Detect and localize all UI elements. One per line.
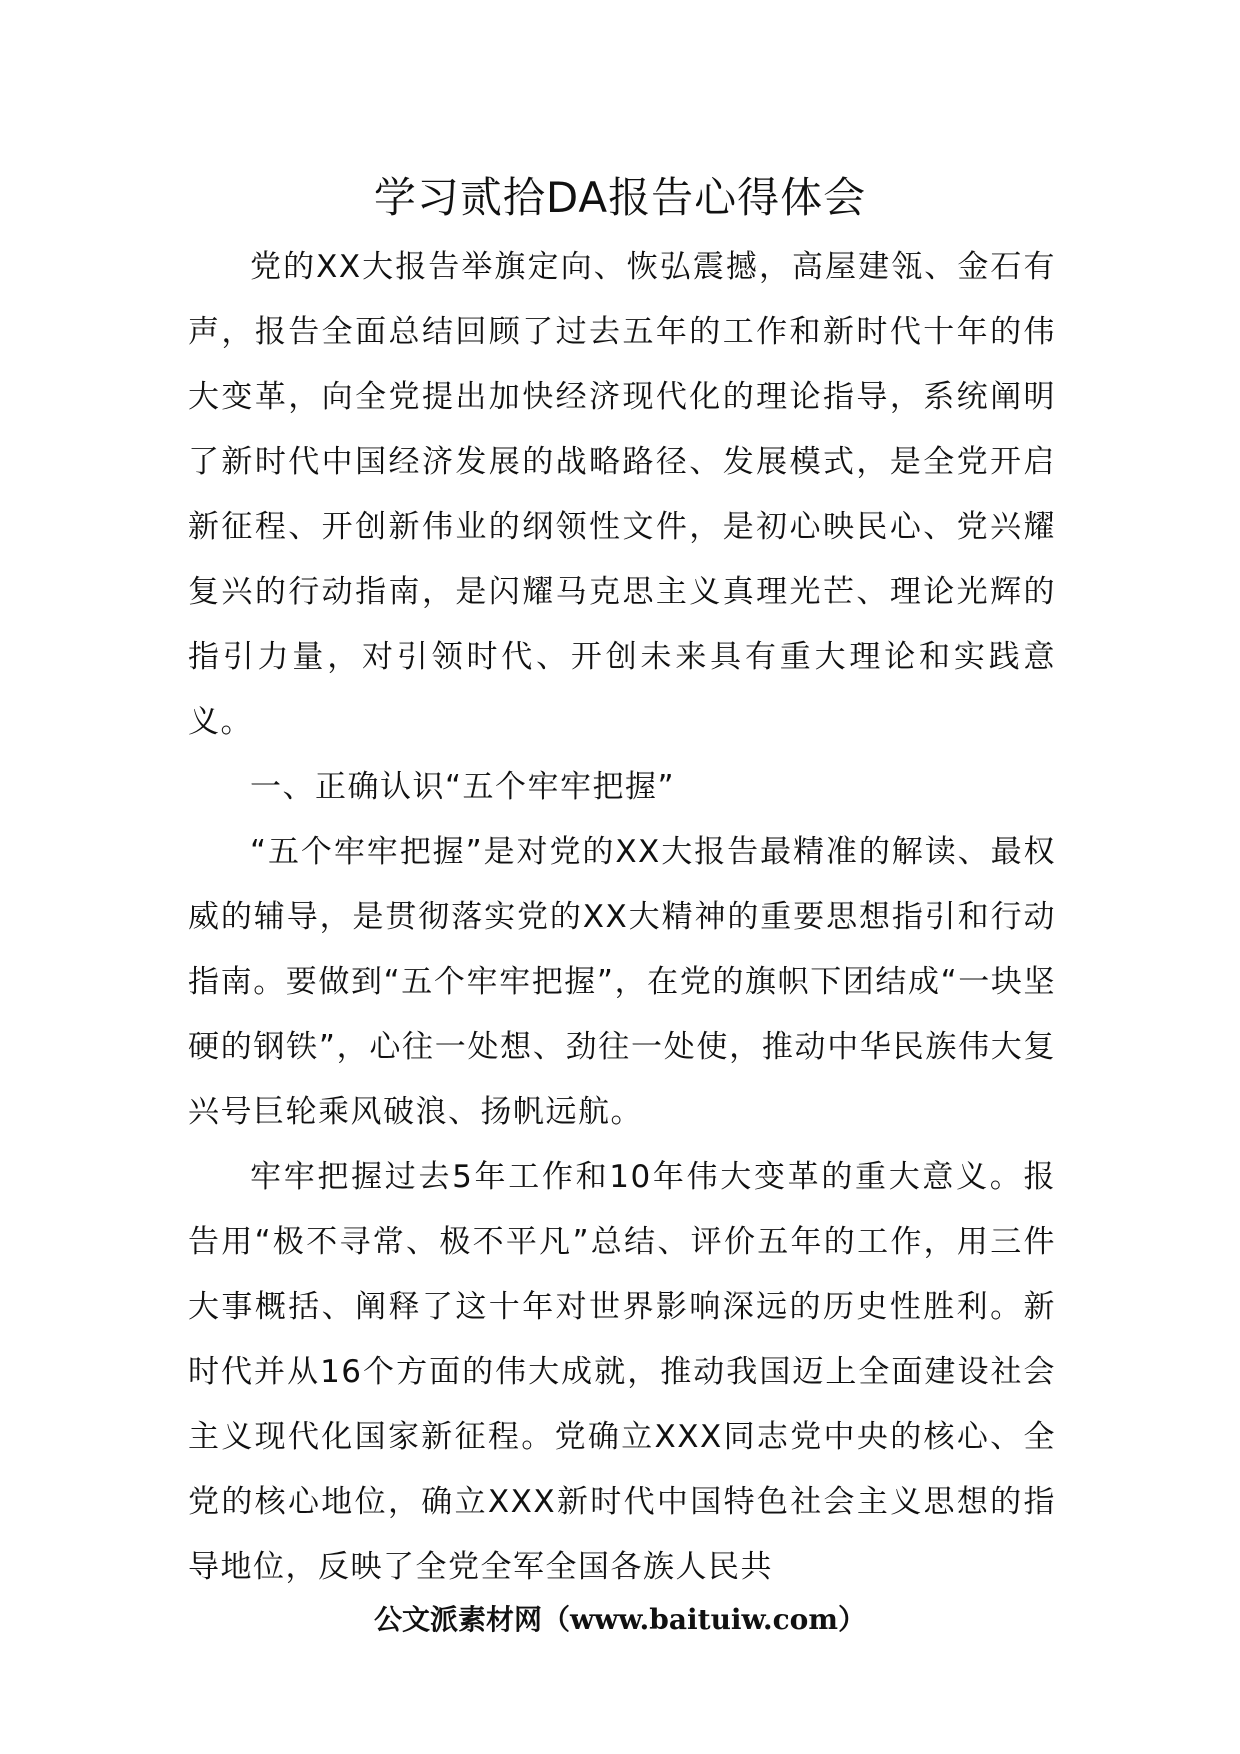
document-body: [188, 235, 1056, 1600]
section-heading: 一、正确认识“五个牢牢把握”: [250, 769, 676, 805]
document-title: 学习贰拾DA报告心得体会: [373, 173, 867, 222]
footer-watermark: 公文派素材网（www.baituiw.com）: [374, 1603, 866, 1636]
paragraph-five-grasps: “五个牢牢把握”是对党的XX大报告最精准的解读、最权威的辅导，是贯彻落实党的XX大精神的重要思想指引和行动指南。要做到“五个牢牢把握”，在党的旗帜下团结成“一块坚硬的钢铁”，心往一处想、劲往一处使，推动中华民族伟大复兴号巨轮乘风破浪、扬帆远航。: [188, 834, 1056, 1130]
paragraph-intro: 党的XX大报告举旗定向、恢弘震撼，高屋建瓴、金石有声，报告全面总结回顾了过去五年的工作和新时代十年的伟大变革，向全党提出加快经济现代化的理论指导，系统阐明了新时代中国经济发展的战略路径、发展模式，是全党开启新征程、开创新伟业的纲领性文件，是初心映民心、党兴耀复兴的行动指南，是闪耀马克思主义真理光芒、理论光辉的指引力量，对引领时代、开创未来具有重大理论和实践意义。: [188, 249, 1056, 740]
paragraph-decade-changes: 牢牢把握过去5年工作和10年伟大变革的重大意义。报告用“极不寻常、极不平凡”总结、评价五年的工作，用三件大事概括、阐释了这十年对世界影响深远的历史性胜利。新时代并从16个方面的伟大成就，推动我国迈上全面建设社会主义现代化国家新征程。党确立XXX同志党中央的核心、全党的核心地位，确立XXX新时代中国特色社会主义思想的指导地位，反映了全党全军全国各族人民共: [188, 1159, 1056, 1585]
